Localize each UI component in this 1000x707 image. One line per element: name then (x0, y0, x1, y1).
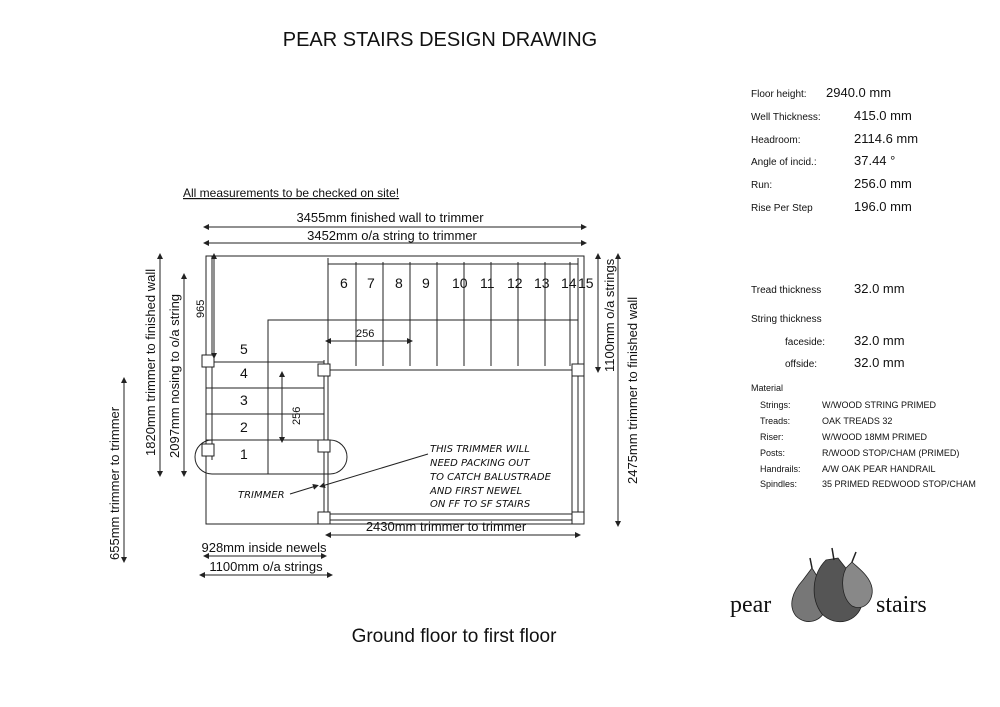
step-number: 10 (452, 275, 468, 291)
step-number: 3 (240, 392, 248, 408)
spec-value: 32.0 mm (854, 355, 905, 370)
trimmer-label: TRIMMER (238, 490, 285, 501)
drawing-title: PEAR STAIRS DESIGN DRAWING (282, 29, 598, 51)
step-numbers-top (340, 275, 594, 291)
left-flight-treads (206, 362, 324, 440)
spec-label: Headroom: (751, 135, 801, 146)
dim-right-1100: 1100mm o/a strings (602, 258, 617, 372)
material-label: Handrails: (760, 464, 801, 474)
dim-left-1820: 1820mm trimmer to finished wall (143, 268, 158, 456)
material-value: A/W OAK PEAR HANDRAIL (822, 464, 936, 474)
handnote-line: AND FIRST NEWEL (430, 486, 523, 497)
dim-bottom-1100: 1100mm o/a strings (209, 559, 323, 574)
step-number: 12 (507, 275, 523, 291)
step-number: 4 (240, 365, 248, 381)
dim-bottom-2430: 2430mm trimmer to trimmer (365, 519, 527, 534)
spec-value: 32.0 mm (854, 333, 905, 348)
specifications-panel (751, 85, 918, 370)
newel-post (318, 364, 330, 376)
spec-value: 2940.0 mm (826, 85, 892, 100)
spec-label: Tread thickness (751, 285, 822, 296)
newel-post (572, 364, 584, 376)
dim-left-2097: 2097mm nosing to o/a string (167, 293, 182, 458)
spec-label: Angle of incid.: (751, 157, 817, 168)
handnote-line: THIS TRIMMER WILL (430, 444, 530, 455)
dim-bottom-928: 928mm inside newels (201, 540, 327, 555)
handnote-line: ON FF TO SF STAIRS (430, 499, 531, 510)
right-dimensions (598, 256, 640, 524)
handnote-line: TO CATCH BALUSTRADE (430, 472, 551, 483)
stair-plan (195, 256, 584, 524)
left-dimensions (107, 256, 214, 560)
material-value: OAK TREADS 32 (822, 416, 893, 426)
dim-top-wall: 3455mm finished wall to trimmer (296, 210, 484, 225)
logo-text-right: stairs (876, 592, 927, 618)
spec-label: offside: (785, 359, 818, 370)
outer-wall-outline (206, 256, 584, 524)
dim-left-965: 965 (195, 299, 207, 318)
handnote-line: NEED PACKING OUT (430, 458, 530, 469)
spec-label: faceside: (785, 337, 826, 348)
newel-post (318, 512, 330, 524)
bottom-dimensions (201, 519, 578, 575)
material-value: W/WOOD 18MM PRIMED (822, 432, 927, 442)
step-number: 5 (240, 341, 248, 357)
material-value: 35 PRIMED REDWOOD STOP/CHAM (822, 479, 976, 489)
step-number: 13 (534, 275, 550, 291)
handwritten-note (238, 444, 552, 510)
spec-label: Well Thickness: (751, 112, 821, 123)
top-dimensions (206, 210, 584, 243)
step-number: 8 (395, 275, 403, 291)
spec-value: 415.0 mm (854, 108, 912, 123)
step-numbers-left (240, 341, 248, 462)
material-value: R/WOOD STOP/CHAM (PRIMED) (822, 448, 960, 458)
materials-heading: Material (751, 383, 784, 393)
spec-label: String thickness (751, 314, 822, 325)
pear-icon (792, 548, 872, 622)
spec-value: 196.0 mm (854, 199, 912, 214)
step-number: 9 (422, 275, 430, 291)
step-number: 1 (240, 446, 248, 462)
spec-value: 2114.6 mm (854, 131, 919, 146)
spec-label: Rise Per Step (751, 203, 813, 214)
site-check-note: All measurements to be checked on site! (183, 186, 400, 200)
material-label: Riser: (760, 432, 784, 442)
newel-post (318, 440, 330, 452)
dim-top-string: 3452mm o/a string to trimmer (307, 228, 477, 243)
material-label: Treads: (760, 416, 791, 426)
spec-value: 37.44 ° (854, 153, 896, 168)
material-value: W/WOOD STRING PRIMED (822, 400, 936, 410)
step-number: 6 (340, 275, 348, 291)
dim-right-2475: 2475mm trimmer to finished wall (625, 296, 640, 484)
materials-panel (751, 383, 976, 489)
newel-post (572, 512, 584, 524)
material-label: Posts: (760, 448, 786, 458)
step-number: 15 (578, 275, 594, 291)
material-label: Spindles: (760, 479, 798, 489)
spec-label: Run: (751, 180, 773, 191)
step-number: 11 (480, 275, 495, 291)
spec-value: 32.0 mm (854, 281, 905, 296)
newel-post (202, 355, 214, 367)
step-number: 14 (561, 275, 577, 291)
spec-label: Floor height: (751, 89, 807, 100)
step-number: 7 (367, 275, 375, 291)
material-label: Strings: (760, 400, 791, 410)
newel-post (202, 444, 214, 456)
drawing-caption: Ground floor to first floor (351, 626, 557, 647)
dim-left-655: 655mm trimmer to trimmer (107, 406, 122, 560)
pear-stairs-logo (730, 548, 927, 622)
going-label-top: 256 (356, 328, 375, 340)
logo-text-left: pear (730, 592, 772, 618)
step-number: 2 (240, 419, 248, 435)
going-label-left: 256 (291, 406, 303, 425)
spec-value: 256.0 mm (854, 176, 912, 191)
